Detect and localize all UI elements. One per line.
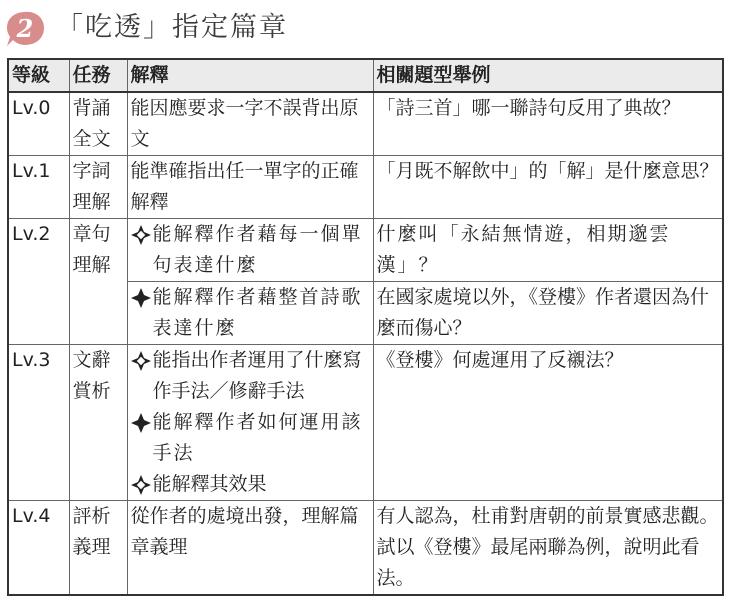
explanation-cell: 能因應要求一字不誤背出原文 — [127, 92, 373, 156]
column-header-level: 等級 — [8, 59, 69, 92]
example-cell: 《登樓》何處運用了反襯法？ — [373, 345, 723, 501]
level-cell: Lv.2 — [8, 219, 69, 345]
explanation-cell: 能準確指出任一單字的正確解釋 — [127, 156, 373, 219]
goal-text: 能解釋作者藉整首詩歌表達什麼 — [152, 286, 363, 339]
goal-text: 能解釋其效果 — [152, 473, 267, 495]
task-cell: 評析義理 — [69, 501, 127, 596]
column-header-task: 任務 — [69, 59, 127, 92]
badge-number: 2 — [16, 14, 34, 43]
example-cell: 什麼叫「永結無情遊，相期邈雲漢」？ — [373, 219, 723, 282]
table-row — [8, 219, 723, 282]
table-row — [8, 501, 723, 596]
table-row — [8, 156, 723, 219]
level-cell: Lv.0 — [8, 92, 69, 156]
level-cell: Lv.3 — [8, 345, 69, 501]
four-point-star-icon — [131, 282, 153, 313]
goal-text: 能解釋作者藉每一個單句表達什麼 — [152, 223, 363, 276]
explanation-cell — [127, 282, 373, 345]
column-header-example: 相關題型舉例 — [373, 59, 723, 92]
page-title: 「吃透」指定篇章 — [56, 12, 288, 43]
explanation-cell — [127, 345, 373, 501]
goal-item — [131, 282, 370, 344]
task-cell: 章句理解 — [69, 219, 127, 345]
diamond-star-icon — [131, 219, 153, 250]
column-header-explanation: 解釋 — [127, 59, 373, 92]
section-heading — [6, 4, 726, 50]
table-row — [8, 345, 723, 501]
goal-item — [131, 219, 370, 281]
task-cell: 背誦全文 — [69, 92, 127, 156]
diamond-star-icon — [131, 345, 153, 376]
example-cell: 在國家處境以外，《登樓》作者還因為什麼而傷心？ — [373, 282, 723, 345]
goal-text: 能指出作者運用了什麼寫作手法／修辭手法 — [152, 349, 362, 402]
table-header-row — [8, 59, 723, 92]
number-badge — [6, 10, 48, 48]
level-cell: Lv.1 — [8, 156, 69, 219]
explanation-cell — [127, 219, 373, 282]
table-row — [8, 92, 723, 156]
task-cell: 文辭賞析 — [69, 345, 127, 501]
example-cell: 「月既不解飲中」的「解」是什麼意思？ — [373, 156, 723, 219]
goal-text: 能解釋作者如何運用該手法 — [152, 411, 363, 464]
example-cell: 有人認為，杜甫對唐朝的前景實感悲觀。試以《登樓》最尾兩聯為例，說明此看法。 — [373, 501, 723, 596]
explanation-cell: 從作者的處境出發，理解篇章義理 — [127, 501, 373, 596]
goal-item — [131, 407, 370, 469]
level-cell: Lv.4 — [8, 501, 69, 596]
goal-item — [131, 345, 370, 407]
task-cell: 字詞理解 — [69, 156, 127, 219]
levels-table — [7, 58, 724, 596]
goal-item — [131, 469, 370, 500]
four-point-star-icon — [131, 407, 153, 438]
example-cell: 「詩三首」哪一聯詩句反用了典故？ — [373, 92, 723, 156]
diamond-star-icon — [131, 469, 153, 500]
